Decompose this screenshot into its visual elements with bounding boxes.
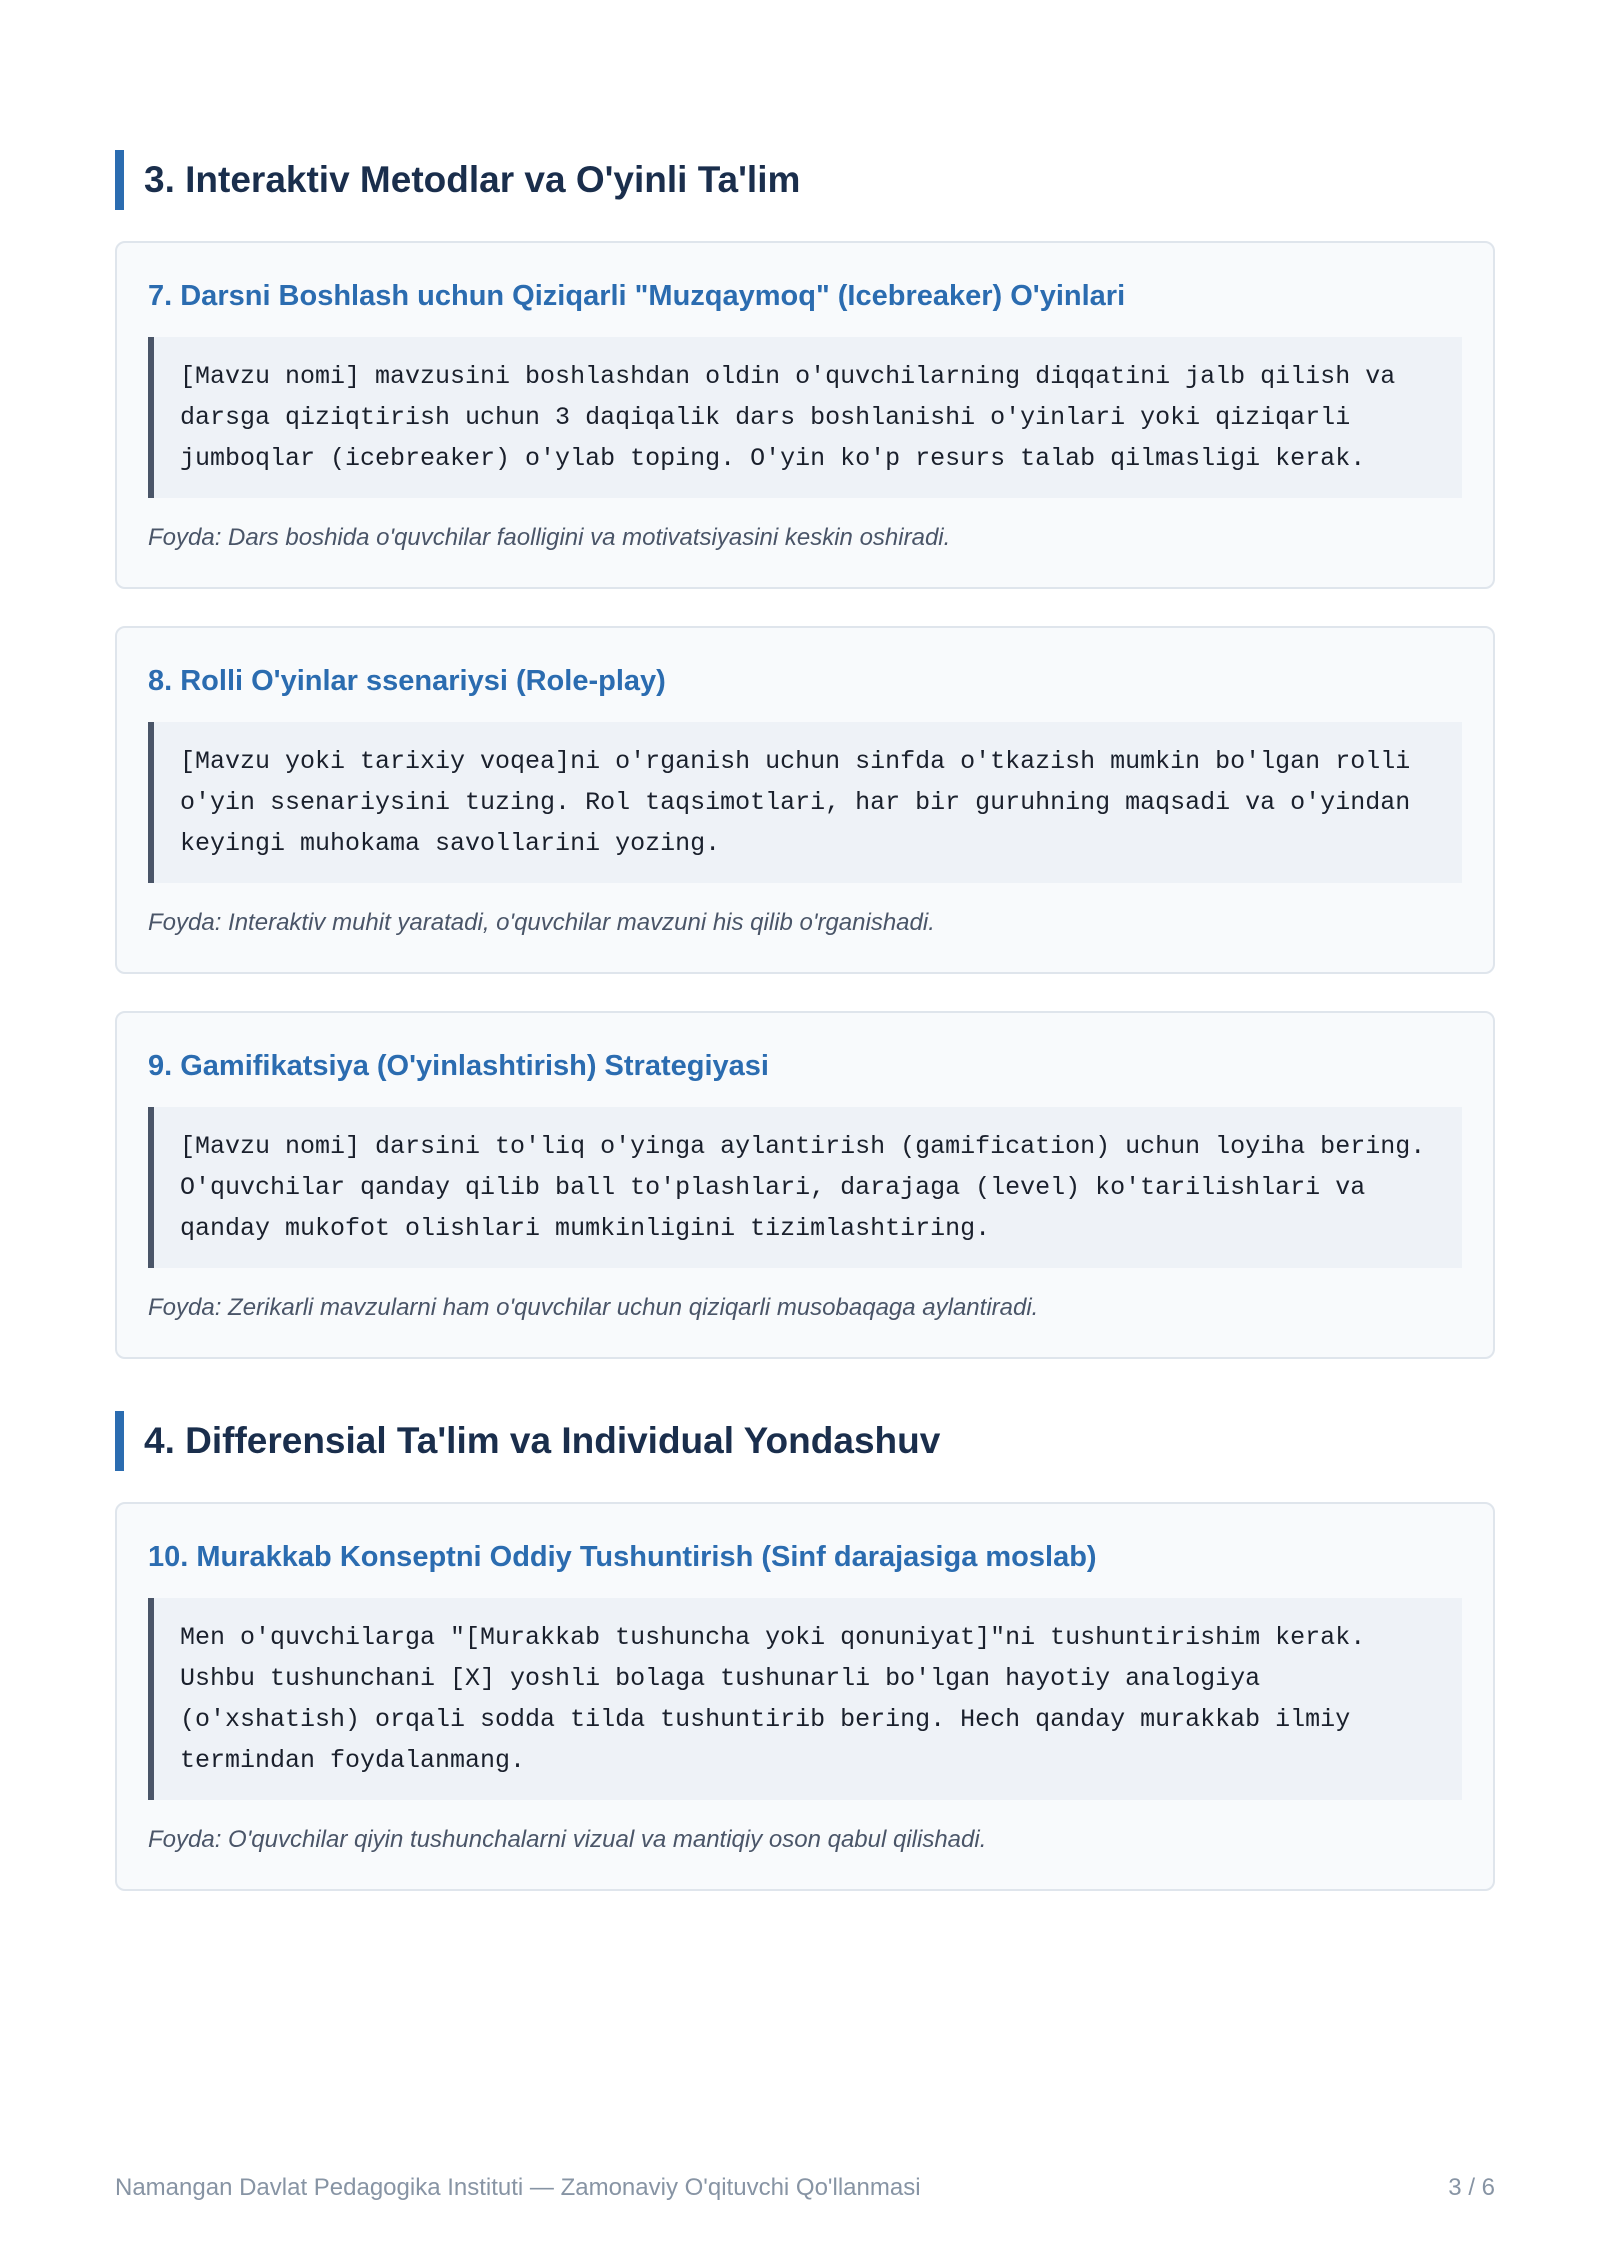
card-title: 9. Gamifikatsiya (O'yinlashtirish) Strategiyasi [148, 1050, 769, 1082]
prompt-card [115, 626, 1495, 974]
prompt-card [115, 241, 1495, 589]
prompt-card [115, 1011, 1495, 1359]
page-footer [115, 2174, 1495, 2202]
benefit-note: Foyda: O'quvchilar qiyin tushunchalarni vizual va mantiqiy oson qabul qilishadi. [148, 1826, 987, 1853]
page-number: 3 / 6 [1448, 2174, 1495, 2201]
section-heading: 4. Differensial Ta'lim va Individual Yondashuv [115, 1411, 1495, 1471]
prompt-text[interactable]: [Mavzu nomi] darsini to'liq o'yinga aylantirish (gamification) uchun loyiha bering. O'quvchilar qanday qilib ball to'plashlari, darajaga (level) ko'tarilishlari va qanday mukofot olishlari mumkinligini tizimlashtiring. [148, 1107, 1462, 1268]
benefit-note: Foyda: Dars boshida o'quvchilar faolligini va motivatsiyasini keskin oshiradi. [148, 524, 951, 551]
section-heading: 3. Interaktiv Metodlar va O'yinli Ta'lim [115, 150, 1495, 210]
page-content [115, 150, 1495, 1891]
footer-title: Namangan Davlat Pedagogika Instituti — Zamonaviy O'qituvchi Qo'llanmasi [115, 2174, 921, 2201]
prompt-text[interactable]: [Mavzu nomi] mavzusini boshlashdan oldin o'quvchilarning diqqatini jalb qilish va darsga qiziqtirish uchun 3 daqiqalik dars boshlanishi o'yinlari yoki qiziqarli jumboqlar (icebreaker) o'ylab toping. O'yin ko'p resurs talab qilmasligi kerak. [148, 337, 1462, 498]
benefit-note: Foyda: Zerikarli mavzularni ham o'quvchilar uchun qiziqarli musobaqaga aylantiradi. [148, 1294, 1039, 1321]
prompt-card [115, 1502, 1495, 1891]
prompt-text[interactable]: Men o'quvchilarga "[Murakkab tushuncha yoki qonuniyat]"ni tushuntirishim kerak. Ushbu tushunchani [X] yoshli bolaga tushunarli bo'lgan hayotiy analogiya (o'xshatish) orqali sodda tilda tushuntirib bering. Hech qanday murakkab ilmiy termindan foydalanmang. [148, 1598, 1462, 1800]
benefit-note: Foyda: Interaktiv muhit yaratadi, o'quvchilar mavzuni his qilib o'rganishadi. [148, 909, 935, 936]
card-title: 10. Murakkab Konseptni Oddiy Tushuntirish (Sinf darajasiga moslab) [148, 1541, 1097, 1573]
card-title: 8. Rolli O'yinlar ssenariysi (Role-play) [148, 665, 666, 697]
prompt-text[interactable]: [Mavzu yoki tarixiy voqea]ni o'rganish uchun sinfda o'tkazish mumkin bo'lgan rolli o'yin ssenariysini tuzing. Rol taqsimotlari, har bir guruhning maqsadi va o'yindan keyingi muhokama savollarini yozing. [148, 722, 1462, 883]
card-title: 7. Darsni Boshlash uchun Qiziqarli "Muzqaymoq" (Icebreaker) O'yinlari [148, 280, 1126, 312]
